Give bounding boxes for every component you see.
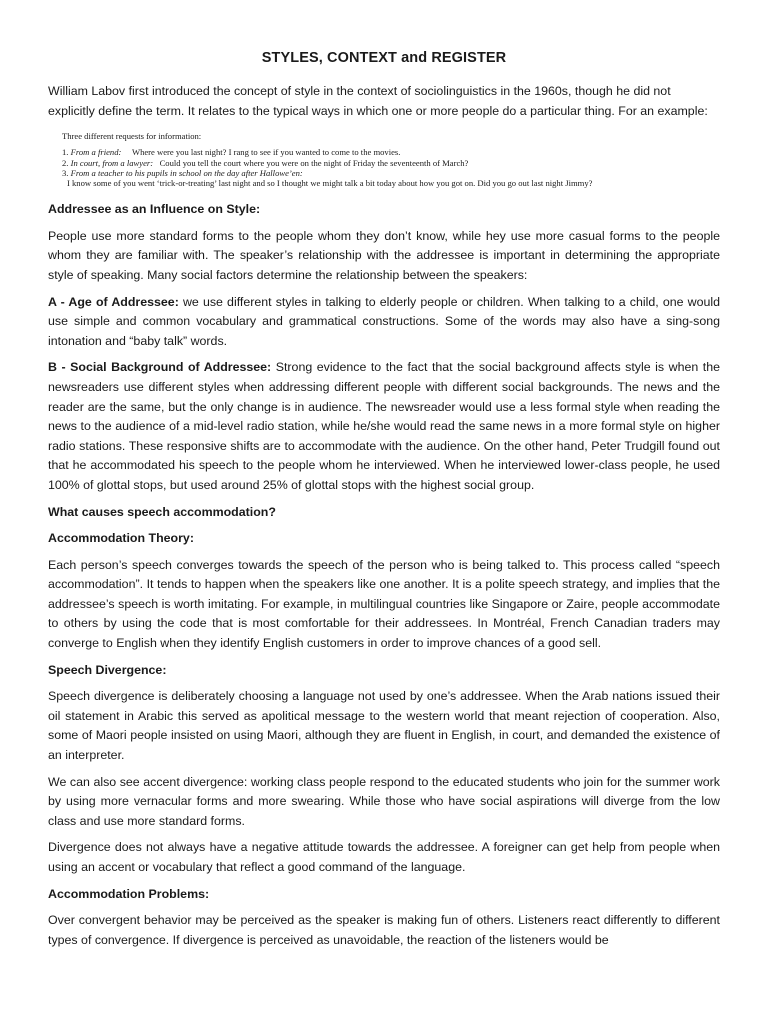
section-heading-theory: Accommodation Theory:	[48, 531, 194, 546]
social-paragraph	[48, 358, 720, 495]
example-item: 3. From a teacher to his pupils in school on the day after Hallowe’en:	[62, 167, 303, 178]
age-paragraph	[48, 293, 720, 352]
example-intro: Three different requests for information:	[62, 131, 202, 142]
example-item: 2. In court, from a lawyer: Could you tell the court where you were on the night of Friday the seventeenth of March?	[62, 157, 469, 168]
problems-paragraph: Over convergent behavior may be perceived as the speaker is making fun of others. Listeners react differently to different types of convergence. If divergence is perceived as unavoidable, the reaction of the listeners would be	[48, 913, 720, 947]
example-number: 1	[62, 147, 67, 158]
example-label: From a teacher to his pupils in school on the day after Hallowe’en:	[70, 167, 303, 178]
social-label: B - Social Background of Addressee:	[48, 360, 272, 375]
document-body	[48, 50, 720, 957]
example-label: From a friend:	[70, 147, 122, 158]
divergence-paragraph-2: We can also see accent divergence: working class people respond to the educated students who join for the summer work by using more vernacular forms and more swearing. While those who have social aspirations will diverge from the low class and use more standard forms.	[48, 774, 720, 828]
page-title: STYLES, CONTEXT and REGISTER	[261, 50, 507, 66]
age-label: A - Age of Addressee:	[48, 294, 179, 309]
theory-paragraph: Each person’s speech converges towards the speech of the person who is being talked to. This process called “speech accommodation”. It tends to happen when the speakers like one another. It is a polite speech strategy, and implies that the addressee’s speech is worth imitating. For example, in multilingual countries like Singapore or Zaire, people accommodate to others by using the code that is most comfortable for their addressees. In Montréal, French Canadian traders may converge to English when they identify English customers in order to improve chances of a good sell.	[48, 557, 720, 651]
example-text: Where were you last night? I rang to see if you wanted to come to the movies.	[131, 147, 401, 158]
section-heading-problems: Accommodation Problems:	[48, 886, 210, 901]
example-label: In court, from a lawyer:	[70, 157, 154, 168]
example-number: 2	[62, 157, 67, 168]
example-item: 1. From a friend: Where were you last night? I rang to see if you wanted to come to the movies.	[62, 147, 401, 158]
example-block	[62, 131, 720, 188]
divergence-paragraph-3: Divergence does not always have a negative attitude towards the addressee. A foreigner can get help from people when using an accent or vocabulary that reflect a good command of the language.	[48, 840, 720, 875]
age-text: we use different styles in talking to elderly people or children. When talking to a child, one would use simple and common vocabulary and grammatical constructions. Some of the words may also have a sing-song intonation and “baby talk” words.	[48, 294, 720, 348]
social-text: Strong evidence to the fact that the social background affects style is when the newsreaders use different styles when addressing different people with different social backgrounds. The news and the reader are the same, but the only change is in audience. The newsreader would use a less formal style when reading the news to the audience of a mid-level radio station, while he/she would read the same news in a more formal style on higher radio stations. These responsive shifts are to accommodate with the audience. On the other hand, Peter Trudgill found out that he accommodated his speech to the people whom he interviewed. When he interviewed lower-class people, he used 100% of glottal stops, but used around 25% of glottal stops with the highest social group.	[48, 360, 720, 492]
section-heading-causes: What causes speech accommodation?	[48, 504, 276, 519]
intro-paragraph: William Labov first introduced the concept of style in the context of sociolinguistics in the 1960s, though he did not explicitly define the term. It relates to the typical ways in which one or more people do a particular thing. For an example:	[48, 84, 708, 118]
addressee-paragraph: People use more standard forms to the people whom they don’t know, while hey use more casual forms to the people whom they are familiar with. The speaker’s relationship with the addressee is important in determining the appropriate style of speaking. Many social factors determine the relationship between the speakers:	[48, 228, 720, 282]
section-heading-addressee: Addressee as an Influence on Style:	[48, 202, 261, 217]
example-number: 3	[62, 167, 67, 178]
example-continuation: I know some of you went ‘trick-or-treating’ last night and so I thought we might talk a bit today about how you got on. Did you go out last night Jimmy?	[67, 178, 593, 188]
divergence-paragraph-1: Speech divergence is deliberately choosing a language not used by one’s addressee. When the Arab nations issued their oil statement in Arabic this served as apolitical message to the western world that meant rejection of cooperation. Also, some of Maori people insisted on using Maori, although they are fluent in English, in court, and demanded the existence of an interpreter.	[48, 689, 720, 763]
example-text: Could you tell the court where you were on the night of Friday the seventeenth of March?	[159, 157, 469, 168]
section-heading-divergence: Speech Divergence:	[48, 662, 167, 677]
